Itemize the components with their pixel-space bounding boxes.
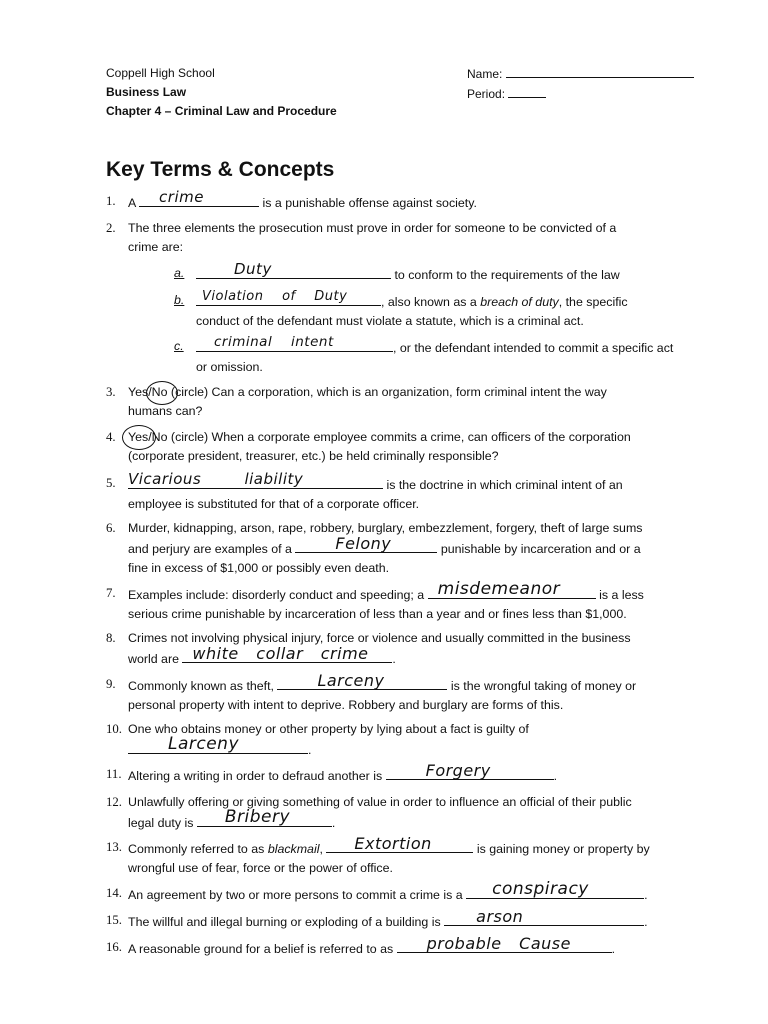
question-11 (106, 761, 558, 786)
question-number: 5. (106, 476, 116, 490)
page-title: Key Terms & Concepts (106, 158, 335, 181)
item-text: or omission. (196, 360, 263, 374)
item-text: conduct of the defendant must violate a statute, which is a criminal act. (196, 314, 584, 328)
answer-blank[interactable] (128, 734, 308, 754)
question-text: The three elements the prosecution must prove in order for someone to be convicted of a (128, 221, 617, 235)
question-text-italic: blackmail (267, 842, 320, 856)
header-left (106, 64, 337, 121)
question-text: , (319, 842, 323, 856)
answer-blank[interactable] (326, 834, 473, 853)
period-field[interactable] (508, 84, 546, 98)
question-text: Murder, kidnapping, arson, rape, robbery, burglary, embezzlement, forgery, theft of large sums (128, 521, 643, 535)
handwritten-answer: crime (159, 188, 204, 206)
handwritten-answer: Bribery (224, 807, 291, 827)
question-text: world are (128, 652, 179, 666)
question-number: 4. (106, 430, 116, 444)
handwritten-answer: Violation of Duty (202, 289, 348, 304)
circle-mark (146, 381, 178, 405)
question-text: serious crime punishable by incarceration of less than a year and or fines less than $1,000. (128, 607, 627, 621)
question-4 (106, 428, 631, 466)
handwritten-answer: criminal intent (214, 334, 334, 350)
name-label: Name: (467, 67, 503, 81)
handwritten-answer: misdemeanor (437, 579, 561, 599)
question-text: personal property with intent to deprive. Robbery and burglary are forms of this. (128, 698, 564, 712)
course-name: Business Law (106, 85, 187, 99)
question-text: One who obtains money or other property by lying about a fact is guilty of (128, 722, 529, 736)
question-text: An agreement by two or more persons to commit a crime is a (128, 888, 463, 902)
item-label: b. (174, 293, 185, 307)
question-number: 14. (106, 886, 122, 900)
question-number: 12. (106, 795, 122, 809)
question-16 (106, 934, 616, 959)
question-7 (106, 579, 644, 624)
question-2b (174, 289, 628, 331)
question-number: 15. (106, 913, 122, 927)
question-number: 2. (106, 221, 116, 235)
question-13 (106, 834, 650, 878)
question-text: and perjury are examples of a (128, 542, 292, 556)
item-label: a. (174, 266, 185, 280)
question-text: . (392, 652, 396, 666)
question-number: 7. (106, 586, 116, 600)
question-text: is gaining money or property by (476, 842, 650, 856)
handwritten-answer: Felony (335, 534, 392, 553)
question-text: Commonly known as theft, (128, 679, 274, 693)
handwritten-answer: white collar crime (192, 644, 369, 663)
question-9 (106, 671, 637, 715)
item-label: c. (174, 339, 184, 353)
header-right (467, 64, 694, 104)
question-line (128, 534, 642, 559)
question-text: is the wrongful taking of money or (450, 679, 637, 693)
name-row (467, 64, 694, 84)
chapter-title: Chapter 4 – Criminal Law and Procedure (106, 104, 337, 118)
question-8 (106, 629, 631, 669)
handwritten-answer: Duty (234, 260, 272, 278)
question-text: wrongful use of fear, force or the power of office. (128, 861, 393, 875)
question-text: . (644, 888, 648, 902)
question-text: . (644, 915, 648, 929)
question-text: Examples include: disorderly conduct and speeding; a (128, 588, 425, 602)
question-text: A (128, 196, 136, 210)
question-text: is the doctrine in which criminal intent of an (386, 478, 623, 492)
question-text: . (331, 816, 336, 830)
question-number: 10. (106, 722, 122, 736)
question-3 (106, 383, 607, 421)
question-text: (corporate president, treasurer, etc.) be held criminally responsible? (128, 449, 499, 463)
question-text: legal duty is (128, 816, 194, 830)
question-number: 6. (106, 521, 116, 535)
answer-blank[interactable] (128, 470, 383, 489)
item-text: to conform to the requirements of the law (394, 268, 620, 282)
question-2 (106, 219, 617, 257)
question-text: . (611, 942, 616, 956)
question-text: Unlawfully offering or giving something of value in order to influence an official of their public (128, 795, 632, 809)
answer-blank[interactable] (182, 644, 392, 663)
question-text: humans can? (128, 404, 203, 418)
question-6 (106, 519, 643, 578)
question-number: 16. (106, 940, 122, 954)
question-text: Yes/No (circle) When a corporate employee commits a crime, can officers of the corporation (128, 430, 631, 444)
question-2a (174, 260, 620, 285)
answer-blank[interactable] (466, 879, 644, 899)
handwritten-answer: Larceny (168, 734, 240, 754)
answer-blank[interactable] (197, 807, 332, 827)
question-text: fine in excess of $1,000 or possibly even death. (128, 561, 390, 575)
question-number: 13. (106, 840, 122, 854)
answer-blank[interactable] (397, 934, 612, 953)
question-text: . (553, 769, 558, 783)
question-number: 8. (106, 631, 116, 645)
question-text: . (308, 743, 312, 757)
school-name: Coppell High School (106, 66, 215, 80)
question-line (128, 644, 631, 669)
question-number: 3. (106, 385, 116, 399)
question-text: Altering a writing in order to defraud another is (128, 769, 383, 783)
question-text: punishable by incarceration and or a (440, 542, 641, 556)
item-text: , the specific (558, 295, 628, 309)
question-14 (106, 879, 648, 905)
question-text: is a punishable offense against society. (262, 196, 477, 210)
item-text-italic: breach of duty (480, 295, 559, 309)
handwritten-answer: arson (476, 907, 524, 926)
question-2c (174, 334, 674, 377)
answer-blank[interactable] (139, 188, 259, 207)
question-number: 9. (106, 677, 116, 691)
question-1 (106, 188, 477, 213)
question-text: Yes/No (circle) Can a corporation, which is an organization, form criminal intent the way (128, 385, 607, 399)
handwritten-answer: probable Cause (426, 934, 571, 953)
question-15 (106, 907, 648, 932)
question-text: employee is substituted for that of a corporate officer. (128, 497, 420, 511)
circle-mark (122, 425, 156, 450)
question-text: Commonly referred to as (128, 842, 265, 856)
item-text: , also known as a (381, 295, 477, 309)
handwritten-answer: conspiracy (492, 879, 589, 899)
question-12 (106, 793, 632, 833)
answer-blank[interactable] (386, 761, 554, 780)
name-field[interactable] (506, 64, 694, 78)
answer-blank[interactable] (295, 534, 437, 553)
question-number: 11. (106, 767, 122, 781)
handwritten-answer: Forgery (425, 761, 491, 780)
question-text: Crimes not involving physical injury, force or violence and usually committed in the business (128, 631, 631, 645)
period-label: Period: (467, 87, 506, 101)
question-text: crime are: (128, 240, 184, 254)
question-number: 1. (106, 194, 116, 208)
answer-blank[interactable] (428, 579, 596, 599)
handwritten-answer: Vicarious liability (128, 470, 304, 488)
answer-blank[interactable] (196, 291, 381, 306)
question-text: A reasonable ground for a belief is referred to as (128, 942, 394, 956)
answer-blank[interactable] (444, 907, 644, 926)
question-5 (106, 470, 623, 514)
question-line (128, 734, 529, 760)
question-line (128, 807, 632, 833)
question-10 (106, 720, 529, 760)
handwritten-answer: Larceny (317, 671, 385, 690)
question-text: The willful and illegal burning or exploding of a building is (128, 915, 441, 929)
answer-blank[interactable] (196, 260, 391, 279)
handwritten-answer: Extortion (354, 834, 432, 853)
question-text: is a less (599, 588, 644, 602)
answer-blank[interactable] (277, 671, 447, 690)
item-text: , or the defendant intended to commit a specific act (393, 341, 674, 355)
answer-blank[interactable] (196, 334, 393, 352)
period-row (467, 84, 694, 104)
